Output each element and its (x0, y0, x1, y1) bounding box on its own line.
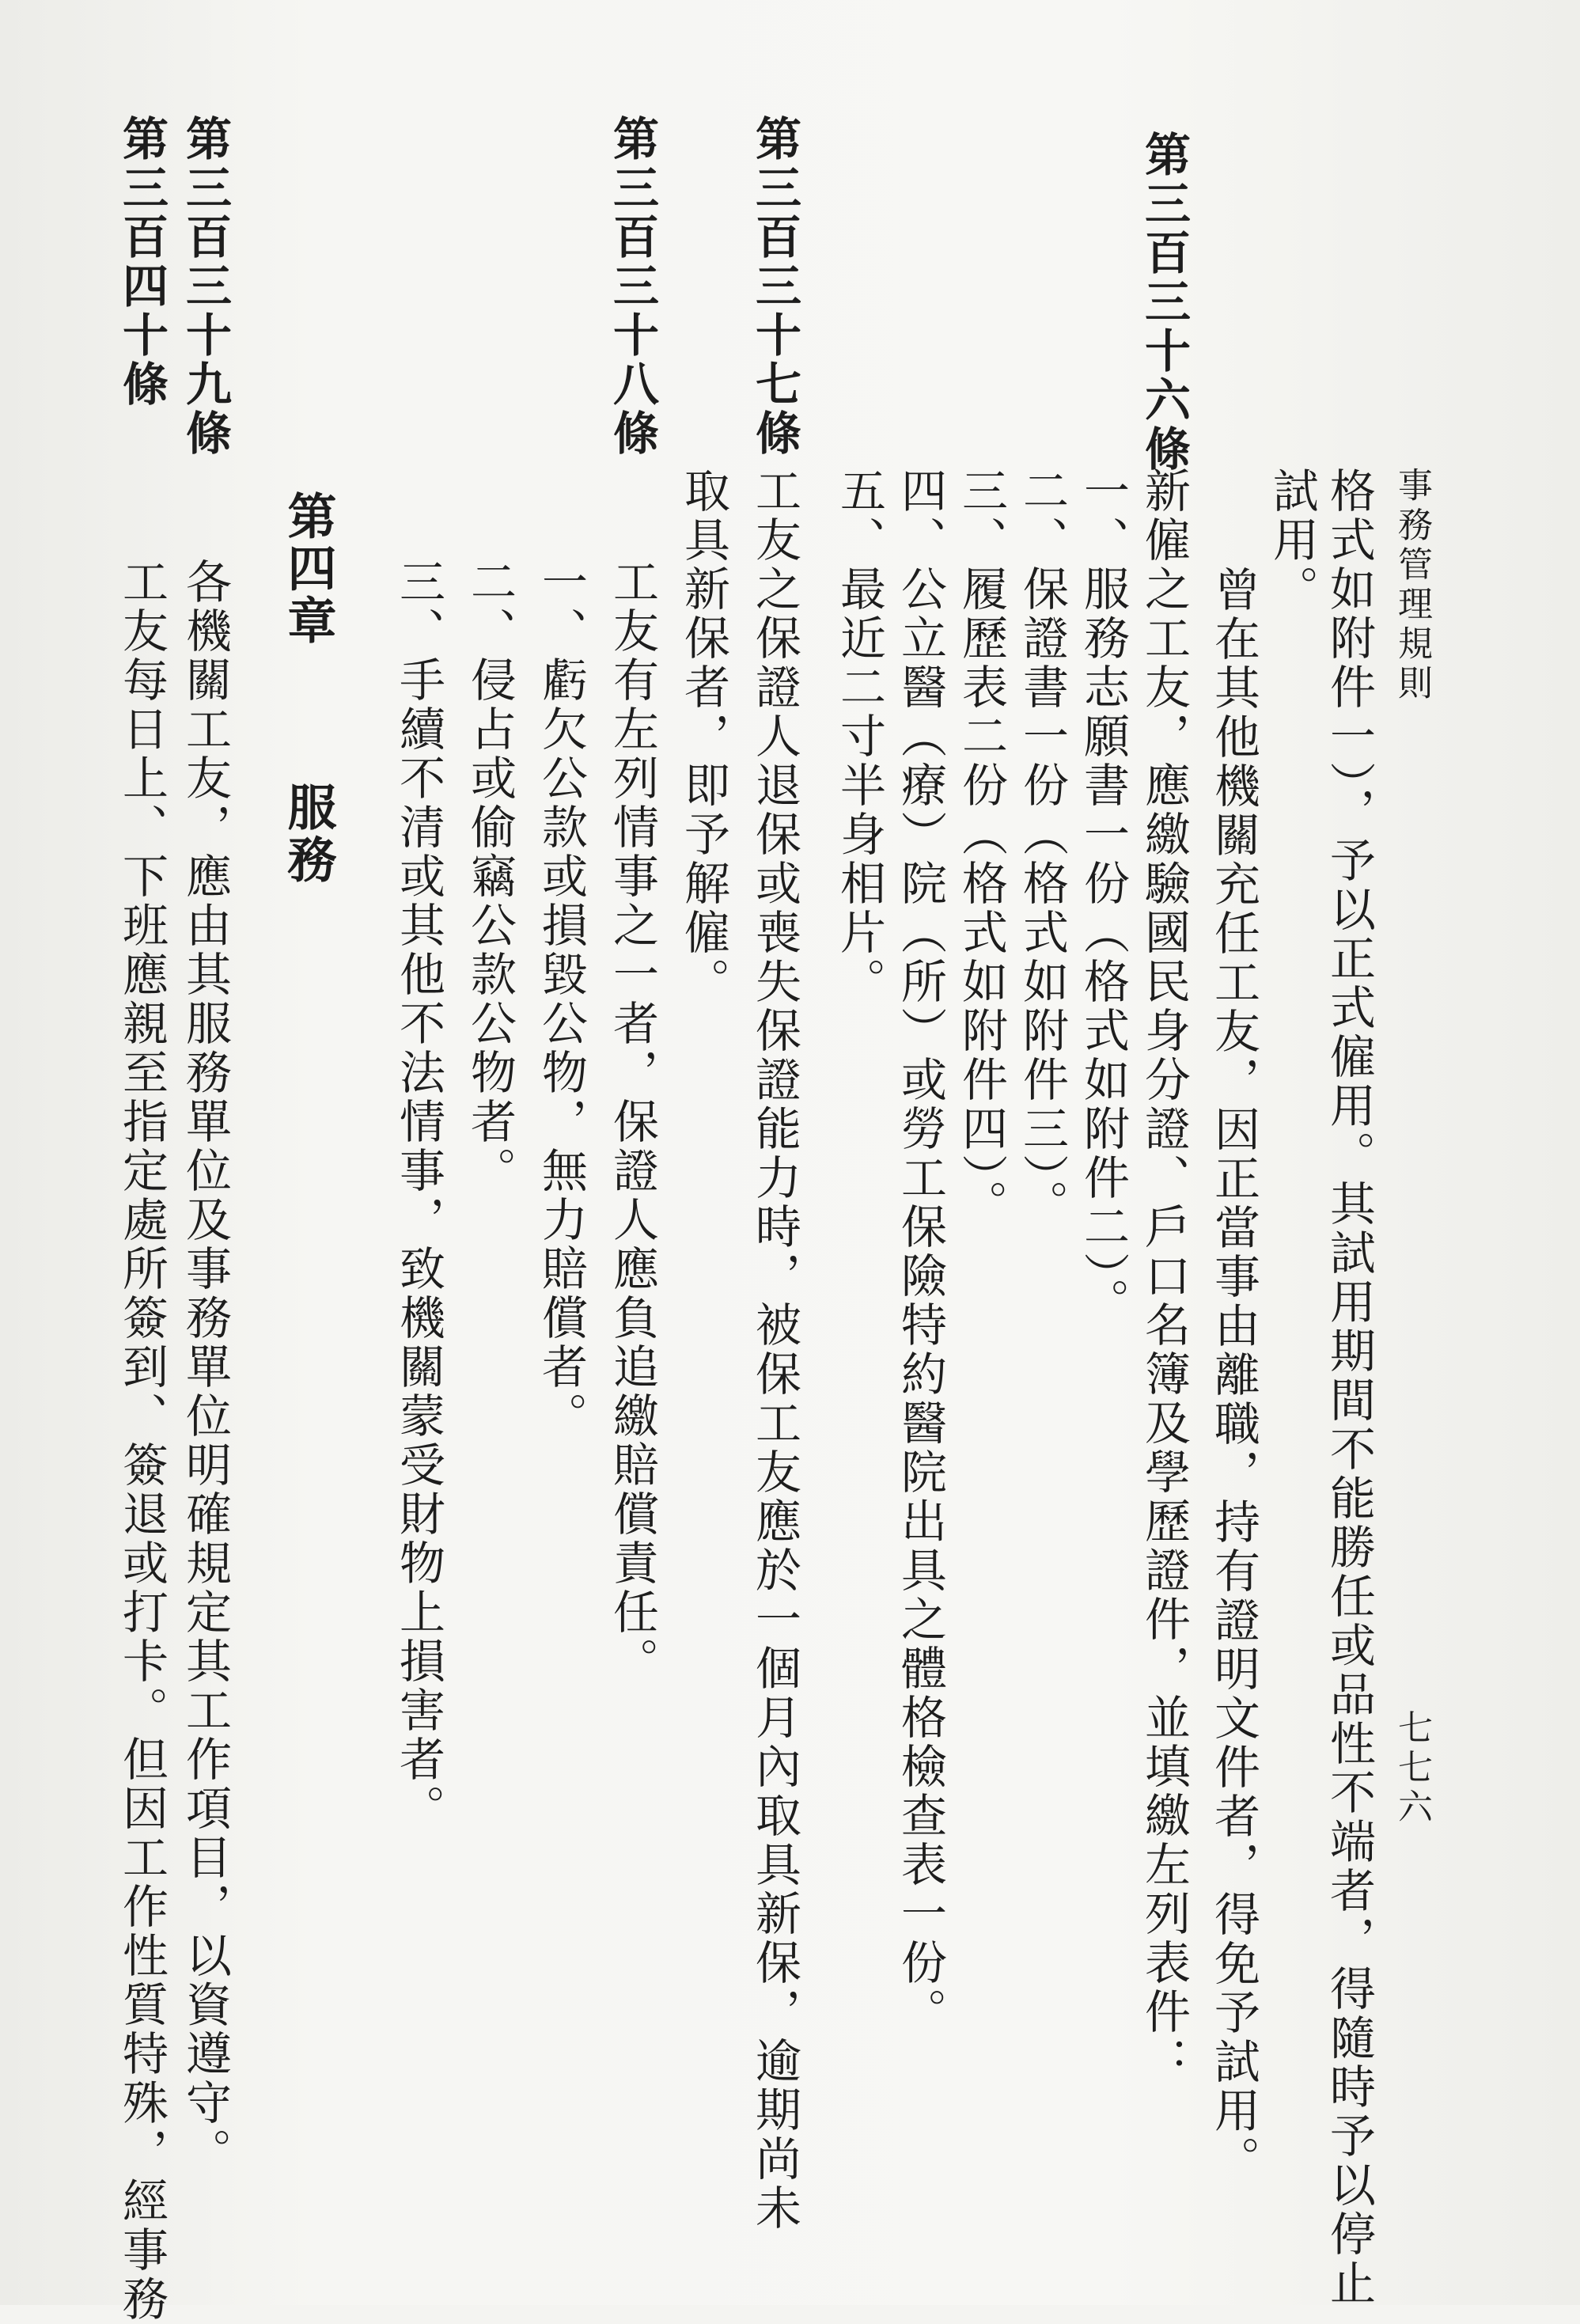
list-item: 二、侵占或偷竊公款公物者。 (463, 558, 517, 1196)
page-number: 七七六 (1392, 1709, 1432, 1828)
article-heading: 第三百三十八條 (605, 115, 659, 458)
article-heading: 第三百三十七條 (748, 115, 801, 458)
text-column: 新僱之工友，應繳驗國民身分證、戶口名簿及學歷證件，並填繳左列表件： (1137, 467, 1191, 2086)
text-column: 工友之保證人退保或喪失保證能力時，被保工友應於一個月內取具新保，逾期尚未 (748, 467, 801, 2233)
text-column: 各機關工友，應由其服務單位及事務單位明確規定其工作項目，以資遵守。 (178, 558, 232, 2177)
list-item: 四、公立醫（療）院（所）或勞工保險特約醫院出具之體格檢查表一份。 (893, 467, 947, 2037)
running-header-title: 事務管理規則 (1392, 467, 1432, 704)
text-column: 格式如附件一），予以正式僱用。其試用期間不能勝任或品性不端者，得隨時予以停止 (1322, 467, 1376, 2308)
article-heading: 第三百三十六條 (1137, 131, 1191, 474)
list-item: 三、手續不清或其他不法情事，致機關蒙受財物上損害者。 (392, 558, 445, 1833)
chapter-title: 服務 (279, 782, 337, 886)
article-heading: 第三百三十九條 (178, 115, 232, 458)
list-item: 五、最近二寸半身相片。 (832, 467, 886, 1007)
text-column: 工友每日上、下班應親至指定處所簽到、簽退或打卡。但因工作性質特殊，經事務 (115, 558, 169, 2324)
list-item: 一、服務志願書一份（格式如附件二）。 (1076, 467, 1130, 1327)
list-item: 三、履歷表二份（格式如附件四）。 (954, 467, 1008, 1229)
text-column: 工友有左列情事之一者，保證人應負追繳賠償責任。 (605, 558, 659, 1686)
text-column: 曾在其他機關充任工友，因正當事由離職，持有證明文件者，得免予試用。 (1207, 566, 1260, 2185)
list-item: 二、保證書一份（格式如附件三）。 (1015, 467, 1069, 1229)
list-item: 一、虧欠公款或損毀公物，無力賠償者。 (534, 558, 588, 1441)
text-column: 試用。 (1265, 467, 1319, 614)
article-heading: 第三百四十條 (115, 115, 169, 409)
chapter-heading (279, 491, 337, 886)
chapter-number: 第四章 (279, 491, 337, 647)
text-column: 取具新保者，即予解僱。 (676, 467, 730, 1007)
